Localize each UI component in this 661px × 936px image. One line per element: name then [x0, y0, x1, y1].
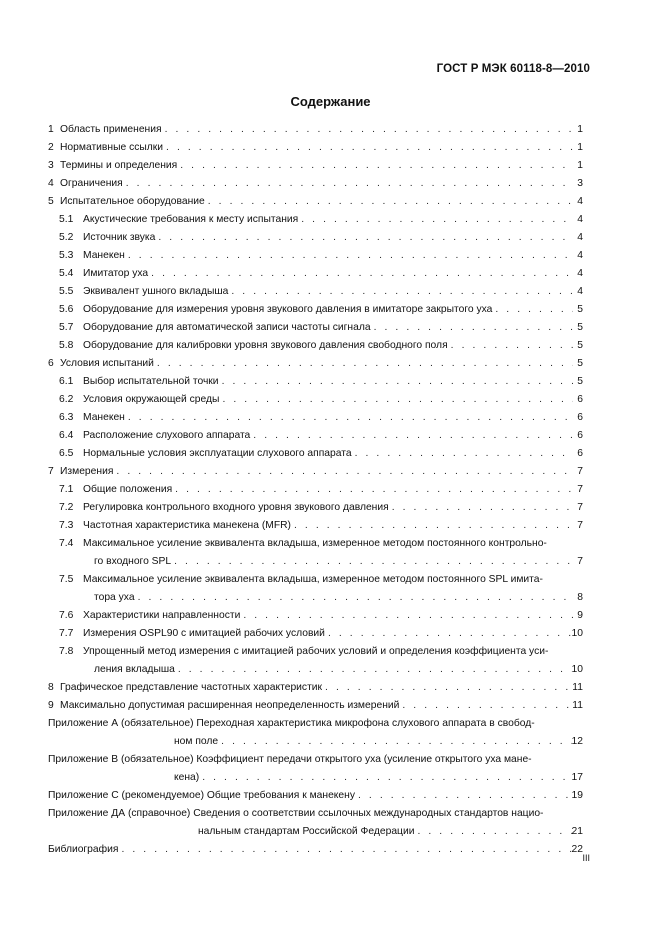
- toc-number: 9: [48, 700, 54, 711]
- leader-dots: [118, 841, 571, 859]
- leader-dots: [240, 607, 573, 625]
- toc-page: 4: [577, 268, 583, 279]
- leader-dots: [135, 589, 573, 607]
- toc-label: [48, 697, 399, 715]
- toc-title: Оборудование для автоматической записи частоты сигнала: [83, 322, 371, 333]
- toc-entry[interactable]: [48, 337, 583, 355]
- toc-label: [48, 193, 205, 211]
- appendix-title: Приложение ДА (справочное) Сведения о соответствии ссылочных международных стандартов нацио-: [48, 808, 544, 819]
- toc-label: [59, 409, 125, 427]
- toc-page: 11: [572, 682, 583, 693]
- toc-page: 5: [577, 340, 583, 351]
- toc-number: 8: [48, 682, 54, 693]
- toc-page: 6: [577, 448, 583, 459]
- toc-entry[interactable]: [48, 625, 583, 643]
- appendix-entry[interactable]: [48, 805, 583, 841]
- toc-title: Выбор испытательной точки: [83, 376, 219, 387]
- leader-dots: [125, 247, 573, 265]
- toc-label: [48, 121, 162, 139]
- toc-page: 6: [577, 430, 583, 441]
- appendix-title: Библиография: [48, 844, 119, 855]
- leader-dots: [399, 697, 572, 715]
- toc-number: 6: [48, 358, 54, 369]
- appendix-entry[interactable]: [48, 751, 583, 787]
- toc-entry[interactable]: [48, 463, 583, 481]
- toc-page: 4: [577, 232, 583, 243]
- toc-title: Графическое представление частотных характеристик: [60, 682, 323, 693]
- leader-dots: [219, 391, 573, 409]
- toc-number: 6.4: [59, 430, 74, 441]
- toc-title: Максимальное усиление эквивалента вкладыша, измеренное методом постоянного SPL имита-: [83, 574, 543, 585]
- toc-entry[interactable]: [48, 265, 583, 283]
- appendix-page: 17: [571, 772, 583, 783]
- leader-dots: [250, 427, 573, 445]
- toc-label: [48, 679, 322, 697]
- appendix-title: Приложение С (рекомендуемое) Общие требования к манекену: [48, 790, 355, 801]
- toc-title: Имитатор уха: [83, 268, 149, 279]
- toc-label: [59, 427, 250, 445]
- toc-label: [59, 211, 298, 229]
- toc-label: [48, 157, 177, 175]
- appendix-entry[interactable]: [48, 841, 583, 859]
- toc-entry[interactable]: [48, 373, 583, 391]
- toc-title: Условия испытаний: [60, 358, 154, 369]
- appendix-title-continued: нальным стандартам Российской Федерации: [198, 826, 415, 837]
- toc-page: 3: [577, 178, 583, 189]
- leader-dots: [155, 229, 573, 247]
- toc-label: [48, 139, 163, 157]
- toc-label: [59, 391, 219, 409]
- toc-page: 11: [572, 700, 583, 711]
- toc-label: [59, 607, 240, 625]
- toc-page: 4: [577, 214, 583, 225]
- toc-entry[interactable]: [48, 607, 583, 625]
- toc-label: [59, 499, 389, 517]
- toc-page: 7: [577, 484, 583, 495]
- leader-dots: [371, 319, 573, 337]
- leader-dots: [218, 733, 571, 751]
- toc-label: [59, 373, 219, 391]
- leader-dots: [291, 517, 573, 535]
- leader-dots: [171, 553, 573, 571]
- toc-entry[interactable]: [48, 211, 583, 229]
- leader-dots: [219, 373, 573, 391]
- appendix-title-continued: ном поле: [174, 736, 219, 747]
- leader-dots: [123, 175, 573, 193]
- toc-label: [59, 517, 291, 535]
- leader-dots: [205, 193, 573, 211]
- toc-title: Общие положения: [83, 484, 173, 495]
- toc-page: 7: [577, 556, 583, 567]
- leader-dots: [163, 139, 573, 157]
- toc-number: 5.7: [59, 322, 74, 333]
- leader-dots: [325, 625, 572, 643]
- toc-entry[interactable]: [48, 157, 583, 175]
- toc-number: 6.2: [59, 394, 74, 405]
- toc-title: Регулировка контрольного входного уровня звукового давления: [83, 502, 389, 513]
- toc-number: 4: [48, 178, 54, 189]
- leader-dots: [175, 661, 572, 679]
- toc-number: 3: [48, 160, 54, 171]
- leader-dots: [148, 265, 573, 283]
- toc-title: Измерения OSPL90 с имитацией рабочих условий: [83, 628, 325, 639]
- toc-label: [59, 265, 148, 283]
- appendix-entry[interactable]: [48, 715, 583, 751]
- toc-page: 4: [577, 286, 583, 297]
- toc-number: 7.1: [59, 484, 74, 495]
- leader-dots: [199, 769, 571, 787]
- toc-number: 6.1: [59, 376, 74, 387]
- appendix-title: Приложение А (обязательное) Переходная характеристика микрофона слухового аппарата в свобод-: [48, 718, 535, 729]
- leader-dots: [172, 481, 573, 499]
- toc-entry[interactable]: [48, 697, 583, 715]
- toc-page: 4: [577, 196, 583, 207]
- toc-number: 5.6: [59, 304, 74, 315]
- toc-number: 7: [48, 466, 54, 477]
- toc-entry[interactable]: [48, 409, 583, 427]
- leader-dots: [448, 337, 573, 355]
- toc-page: 5: [577, 358, 583, 369]
- toc-label: [59, 319, 371, 337]
- toc-title: Акустические требования к месту испытания: [83, 214, 299, 225]
- appendix-page: 21: [571, 826, 583, 837]
- toc-page: 8: [577, 592, 583, 603]
- toc-title: Оборудование для измерения уровня звукового давления в имитаторе закрытого уха: [83, 304, 493, 315]
- leader-dots: [228, 283, 573, 301]
- toc-entry[interactable]: [48, 283, 583, 301]
- leader-dots: [352, 445, 573, 463]
- leader-dots: [154, 355, 573, 373]
- toc-page: 5: [577, 376, 583, 387]
- toc-entry[interactable]: [48, 229, 583, 247]
- appendix-title-continued: кена): [174, 772, 200, 783]
- toc-label: [59, 301, 492, 319]
- leader-dots: [389, 499, 573, 517]
- toc-title: Расположение слухового аппарата: [83, 430, 251, 441]
- leader-dots: [355, 787, 572, 805]
- toc-title-continued: го входного SPL: [94, 556, 172, 567]
- appendix-page: 12: [571, 736, 583, 747]
- toc-entry[interactable]: [48, 679, 583, 697]
- toc-number: 6.3: [59, 412, 74, 423]
- toc-entry[interactable]: [48, 643, 583, 679]
- toc-entry[interactable]: [48, 121, 583, 139]
- toc-number: 5.3: [59, 250, 74, 261]
- toc-title-continued: тора уха: [94, 592, 135, 603]
- toc-number: 7.4: [59, 538, 74, 549]
- appendix-page: 22: [571, 844, 583, 855]
- toc-number: 7.5: [59, 574, 74, 585]
- toc-entry[interactable]: [48, 247, 583, 265]
- toc-number: 2: [48, 142, 54, 153]
- toc-label: [59, 283, 228, 301]
- appendix-title: Приложение В (обязательное) Коэффициент передачи открытого уха (усиление открытого уха мане-: [48, 754, 532, 765]
- toc-title: Максимальное усиление эквивалента вкладыша, измеренное методом постоянного контрольно-: [83, 538, 547, 549]
- toc-page: 7: [577, 466, 583, 477]
- leader-dots: [113, 463, 573, 481]
- toc-page: 1: [577, 142, 583, 153]
- toc-title: Манекен: [83, 412, 125, 423]
- toc-entry[interactable]: [48, 193, 583, 211]
- toc-number: 5.5: [59, 286, 74, 297]
- toc-number: 7.6: [59, 610, 74, 621]
- toc-number: 7.3: [59, 520, 74, 531]
- toc-entry[interactable]: [48, 481, 583, 499]
- toc-label: [59, 229, 155, 247]
- toc-number: 5.8: [59, 340, 74, 351]
- leader-dots: [125, 409, 573, 427]
- toc-page: 1: [577, 160, 583, 171]
- toc-label: [59, 625, 325, 643]
- toc-page: 7: [577, 520, 583, 531]
- page-title: Содержание: [290, 94, 371, 109]
- toc-entry[interactable]: [48, 319, 583, 337]
- leader-dots: [162, 121, 573, 139]
- toc-title: Нормативные ссылки: [60, 142, 164, 153]
- toc-page: 4: [577, 250, 583, 261]
- toc-label: [59, 445, 352, 463]
- toc-entry[interactable]: [48, 445, 583, 463]
- leader-dots: [492, 301, 573, 319]
- toc-entry[interactable]: [48, 535, 583, 571]
- toc-number: 7.7: [59, 628, 74, 639]
- toc-entry[interactable]: [48, 139, 583, 157]
- toc-title: Нормальные условия эксплуатации слухового аппарата: [83, 448, 352, 459]
- toc-page: 10: [571, 628, 583, 639]
- toc-number: 5: [48, 196, 54, 207]
- toc-number: 5.4: [59, 268, 74, 279]
- toc-page: 6: [577, 394, 583, 405]
- toc-page: 5: [577, 322, 583, 333]
- toc-entry[interactable]: [48, 391, 583, 409]
- toc-title: Испытательное оборудование: [60, 196, 205, 207]
- toc-page: 1: [577, 124, 583, 135]
- toc-page: 9: [577, 610, 583, 621]
- toc-number: 6.5: [59, 448, 74, 459]
- toc-title: Упрощенный метод измерения с имитацией рабочих условий и определения коэффициента уси-: [83, 646, 549, 657]
- leader-dots: [298, 211, 573, 229]
- toc-title-continued: ления вкладыша: [94, 664, 175, 675]
- leader-dots: [322, 679, 572, 697]
- toc-entry[interactable]: [48, 517, 583, 535]
- toc-title: Измерения: [60, 466, 114, 477]
- toc-entry[interactable]: [48, 175, 583, 193]
- leader-dots: [414, 823, 571, 841]
- toc-number: 7.2: [59, 502, 74, 513]
- page-number: III: [582, 853, 590, 863]
- leader-dots: [177, 157, 573, 175]
- toc-number: 7.8: [59, 646, 74, 657]
- toc-page: 6: [577, 412, 583, 423]
- toc-title: Термины и определения: [60, 160, 178, 171]
- toc-label: [59, 337, 448, 355]
- toc-title: Характеристики направленности: [83, 610, 241, 621]
- toc-label: [48, 463, 113, 481]
- toc-entry[interactable]: [48, 301, 583, 319]
- toc-page: 10: [571, 664, 583, 675]
- toc-entry[interactable]: [48, 355, 583, 373]
- toc-label: [48, 175, 123, 193]
- toc-title: Максимально допустимая расширенная неопределенность измерений: [60, 700, 400, 711]
- toc-entry[interactable]: [48, 499, 583, 517]
- toc-title: Область применения: [60, 124, 162, 135]
- standard-designation: ГОСТ Р МЭК 60118-8—2010: [436, 63, 590, 75]
- table-of-contents: [48, 121, 583, 859]
- toc-label: [59, 481, 172, 499]
- toc-number: 5.1: [59, 214, 74, 225]
- toc-label: [48, 355, 154, 373]
- toc-number: 5.2: [59, 232, 74, 243]
- toc-number: 1: [48, 124, 54, 135]
- toc-page: 7: [577, 502, 583, 513]
- toc-title: Источник звука: [83, 232, 156, 243]
- toc-entry[interactable]: [48, 571, 583, 607]
- toc-title: Ограничения: [60, 178, 123, 189]
- toc-title: Условия окружающей среды: [83, 394, 220, 405]
- appendix-page: 19: [571, 790, 583, 801]
- toc-title: Манекен: [83, 250, 125, 261]
- toc-entry[interactable]: [48, 427, 583, 445]
- toc-title: Эквивалент ушного вкладыша: [83, 286, 229, 297]
- appendix-entry[interactable]: [48, 787, 583, 805]
- toc-page: 5: [577, 304, 583, 315]
- toc-label: [59, 247, 125, 265]
- toc-title: Частотная характеристика манекена (MFR): [83, 520, 291, 531]
- toc-title: Оборудование для калибровки уровня звукового давления свободного поля: [83, 340, 448, 351]
